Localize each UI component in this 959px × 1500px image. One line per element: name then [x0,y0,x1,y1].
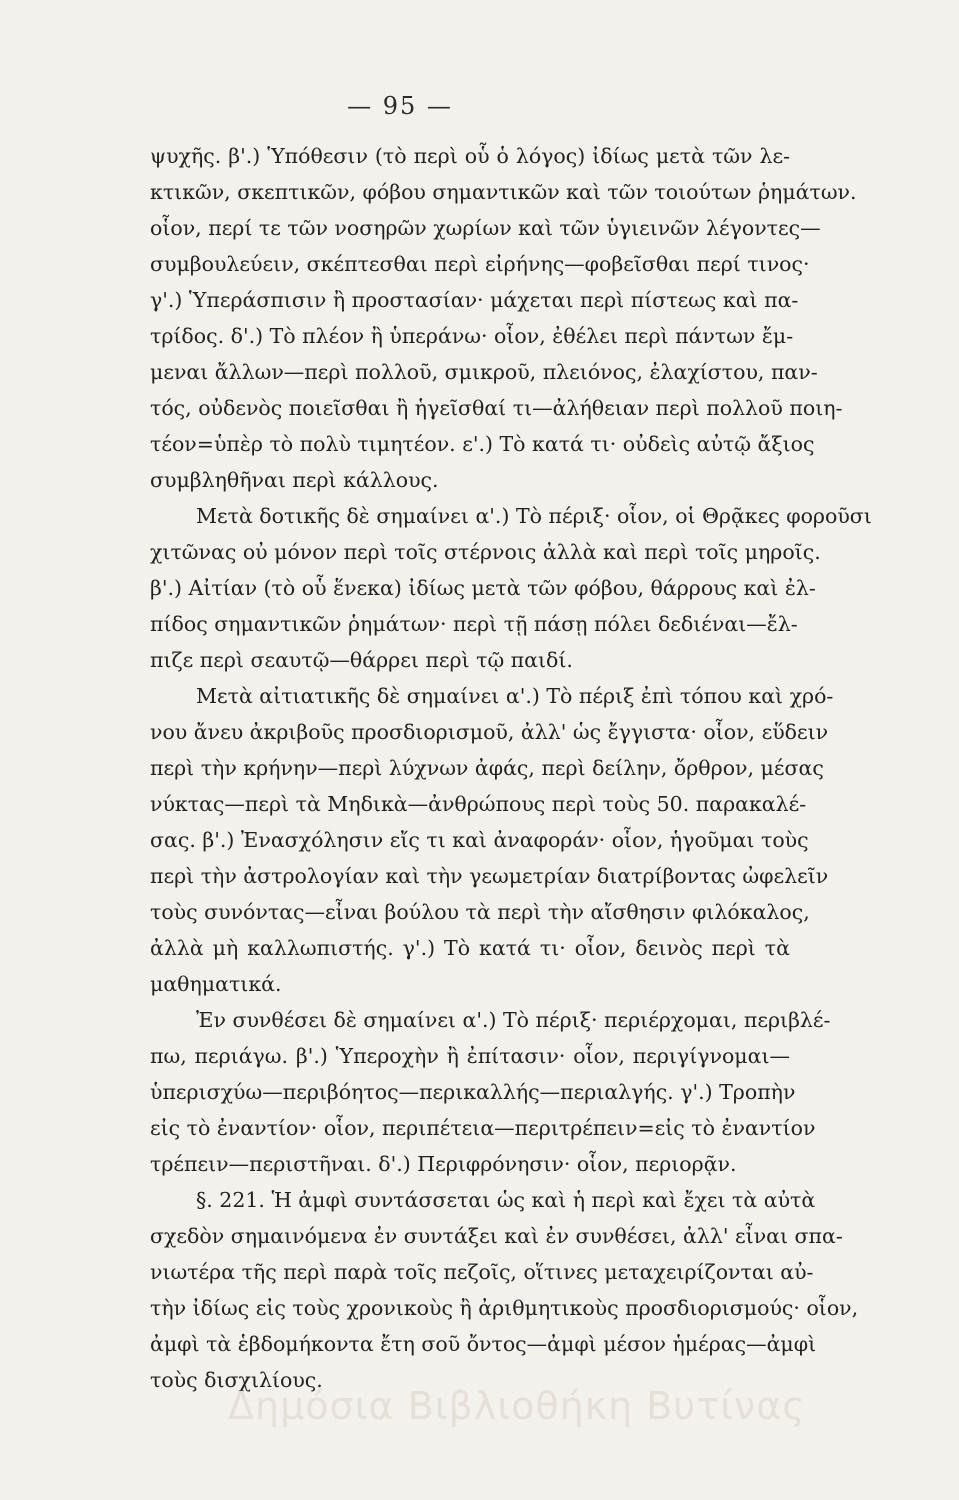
text-line: β'.) Αἰτίαν (τὸ οὗ ἕνεκα) ἰδίως μετὰ τῶν φόβου, θάρρους καὶ ἐλ- [150,576,816,600]
text-line: εἰς τὸ ἐναντίον· οἷον, περιπέτεια—περιτρέπειν=εἰς τὸ ἐναντίον [150,1116,816,1140]
text-line: τός, οὐδενὸς ποιεῖσθαι ἢ ἡγεῖσθαί τι—ἀλήθειαν περὶ πολλοῦ ποιη- [150,396,843,420]
text-line: ὑπερισχύω—περιβόητος—περικαλλής—περιαλγής. γ'.) Τροπὴν [150,1080,796,1104]
text-line: τοὺς δισχιλίους. [150,1368,323,1392]
library-watermark: Δημόσια Βιβλιοθήκη Βυτίνας [228,1384,806,1428]
text-line: νιωτέρα τῆς περὶ παρὰ τοῖς πεζοῖς, οἵτινες μεταχειρίζονται αὐ- [150,1260,814,1284]
text-line: νύκτας—περὶ τὰ Μηδικὰ—ἀνθρώπους περὶ τοὺς 50. παρακαλέ- [150,792,807,816]
text-line: περὶ τὴν κρήνην—περὶ λύχνων ἀφάς, περὶ δείλην, ὄρθρον, μέσας [150,756,824,780]
text-line: χιτῶνας οὐ μόνον περὶ τοῖς στέρνοις ἀλλὰ καὶ περὶ τοῖς μηροῖς. [150,540,821,564]
text-line: συμβουλεύειν, σκέπτεσθαι περὶ εἰρήνης—φοβεῖσθαι περί τινος· [150,252,810,276]
text-line: σας. β'.) Ἐνασχόλησιν εἴς τι καὶ ἀναφοράν· οἷον, ἡγοῦμαι τοὺς [150,828,809,852]
text-line: γ'.) Ὑπεράσπισιν ἢ προστασίαν· μάχεται περὶ πίστεως καὶ πα- [150,288,799,312]
page-number: — 95 — [347,92,453,120]
text-line: μεναι ἄλλων—περὶ πολλοῦ, σμικροῦ, πλειόνος, ἐλαχίστου, παν- [150,360,818,384]
text-line: Μετὰ αἰτιατικῆς δὲ σημαίνει α'.) Τὸ πέριξ ἐπὶ τόπου καὶ χρό- [196,684,834,708]
text-line: τὴν ἰδίως εἰς τοὺς χρονικοὺς ἢ ἀριθμητικοὺς προσδιορισμούς· οἷον, [150,1296,859,1320]
text-line: τέον=ὑπὲρ τὸ πολὺ τιμητέον. ε'.) Τὸ κατά τι· οὐδεὶς αὐτῷ ἄξιος [150,432,815,456]
text-line: τρίδος. δ'.) Τὸ πλέον ἢ ὑπεράνω· οἷον, ἐθέλει περὶ πάντων ἔμ- [150,324,794,348]
text-line: ἀμφὶ τὰ ἑβδομήκοντα ἔτη σοῦ ὄντος—ἀμφὶ μέσον ἡμέρας—ἀμφὶ [150,1332,817,1356]
text-line: ἀλλὰ μὴ καλλωπιστής. γ'.) Τὸ κατά τι· οἷον, δεινὸς περὶ τὰ [150,936,790,960]
text-line: Μετὰ δοτικῆς δὲ σημαίνει α'.) Τὸ πέριξ· οἷον, οἱ Θρᾷκες φοροῦσι [196,504,872,528]
text-line: τρέπειν—περιστῆναι. δ'.) Περιφρόνησιν· οἷον, περιορᾷν. [150,1152,737,1176]
text-line: πω, περιάγω. β'.) Ὑπεροχὴν ἢ ἐπίτασιν· οἷον, περιγίγνομαι— [150,1044,790,1068]
text-line: συμβληθῆναι περὶ κάλλους. [150,468,439,492]
text-line: Ἐν συνθέσει δὲ σημαίνει α'.) Τὸ πέριξ· περιέρχομαι, περιβλέ- [196,1008,831,1032]
section-heading-line: §. 221. Ἡ ἀμφὶ συντάσσεται ὡς καὶ ἡ περὶ καὶ ἔχει τὰ αὐτὰ [196,1188,816,1212]
text-line: οἷον, περί τε τῶν νοσηρῶν χωρίων καὶ τῶν ὑγιεινῶν λέγοντες— [150,216,821,240]
text-line: νου ἄνευ ἀκριβοῦς προσδιορισμοῦ, ἀλλ' ὡς ἔγγιστα· οἷον, εὕδειν [150,720,829,744]
text-line: πίδος σημαντικῶν ῥημάτων· περὶ τῇ πάσῃ πόλει δεδιέναι—ἔλ- [150,612,798,636]
text-line: πιζε περὶ σεαυτῷ—θάρρει περὶ τῷ παιδί. [150,648,573,672]
text-line: μαθηματικά. [150,972,282,996]
text-line: κτικῶν, σκεπτικῶν, φόβου σημαντικῶν καὶ τῶν τοιούτων ῥημάτων. [150,180,857,204]
text-line: τοὺς συνόντας—εἶναι βούλου τὰ περὶ τὴν αἴσθησιν φιλόκαλος, [150,900,810,924]
text-line: σχεδὸν σημαινόμενα ἐν συντάξει καὶ ἐν συνθέσει, ἀλλ' εἶναι σπα- [150,1224,843,1248]
text-line: περὶ τὴν ἀστρολογίαν καὶ τὴν γεωμετρίαν διατρίβοντας ὠφελεῖν [150,864,829,888]
text-line: ψυχῆς. β'.) Ὑπόθεσιν (τὸ περὶ οὗ ὁ λόγος) ἰδίως μετὰ τῶν λε- [150,144,790,168]
